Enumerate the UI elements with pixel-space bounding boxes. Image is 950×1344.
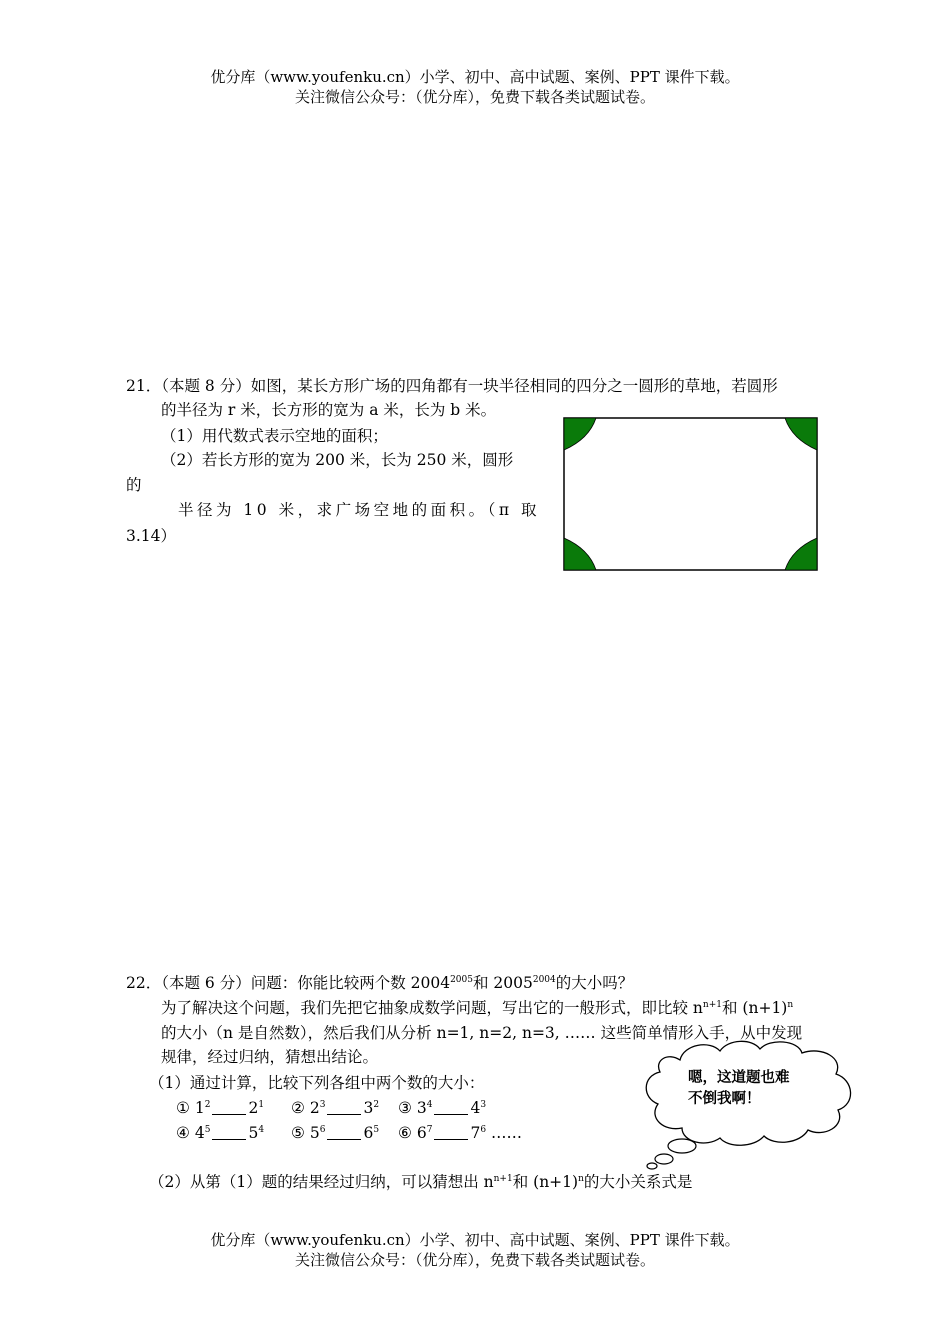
pair-base-a: 3 bbox=[416, 1099, 427, 1117]
square-lawn-figure bbox=[563, 417, 819, 572]
pair-base-a: 5 bbox=[309, 1124, 320, 1142]
q22-para-2: 的大小（n 是自然数），然后我们从分析 n=1, n=2, n=3, …… 这些简单情形入手，从中发现 bbox=[161, 1024, 803, 1042]
q22-sub2-exp-2: n bbox=[578, 1174, 584, 1184]
q22-intro-exp-1: 2005 bbox=[450, 975, 473, 985]
q22-sub2-c: 的大小关系式是 bbox=[583, 1173, 693, 1191]
pair-exp-b: 5 bbox=[373, 1125, 380, 1135]
q22-p1-a: 为了解决这个问题，我们先把它抽象成数学问题，写出它的一般形式，即比较 n bbox=[161, 999, 703, 1017]
q22-compare-row-2 bbox=[176, 1121, 522, 1145]
q22-sub2-a: （2）从第（1）题的结果经过归纳，可以猜想出 n bbox=[149, 1173, 494, 1191]
q21-part-2c: 半径为 10 米，求广场空地的面积。（π 取 bbox=[178, 501, 540, 519]
pair-exp-b: 1 bbox=[258, 1100, 265, 1110]
pair-base-b: 3 bbox=[363, 1099, 374, 1117]
pair-base-a: 6 bbox=[416, 1124, 427, 1142]
pair-exp-a: 7 bbox=[426, 1125, 433, 1135]
bubble-line-1: 嗯，这道题也难 bbox=[688, 1070, 790, 1086]
pair-4 bbox=[176, 1124, 264, 1142]
answer-blank[interactable] bbox=[212, 1125, 246, 1140]
q22-intro-c: 的大小吗？ bbox=[555, 974, 634, 992]
bubble-line-2: 不倒我啊！ bbox=[688, 1091, 761, 1107]
pair-exp-b: 2 bbox=[373, 1100, 380, 1110]
pair-3 bbox=[398, 1099, 486, 1117]
q22-intro-exp-2: 2004 bbox=[532, 975, 556, 985]
q21-line-2: 的半径为 r 米，长方形的宽为 a 米，长为 b 米。 bbox=[161, 401, 497, 419]
q22-p1-b: 和 (n+1) bbox=[722, 999, 788, 1017]
pair-base-b: 6 bbox=[363, 1124, 374, 1142]
pair-exp-b: 4 bbox=[258, 1125, 265, 1135]
pair-base-b: 2 bbox=[248, 1099, 259, 1117]
answer-blank[interactable] bbox=[327, 1100, 361, 1115]
pair-exp-a: 2 bbox=[204, 1100, 211, 1110]
pair-1 bbox=[176, 1099, 264, 1117]
answer-blank[interactable] bbox=[434, 1125, 468, 1140]
pair-5 bbox=[291, 1124, 379, 1142]
q22-sub2-b: 和 (n+1) bbox=[512, 1173, 579, 1191]
pair-exp-b: 6 bbox=[480, 1125, 487, 1135]
thought-bubble-text bbox=[688, 1068, 790, 1110]
q22-sub-1: （1）通过计算，比较下列各组中两个数的大小： bbox=[149, 1074, 485, 1092]
pair-base-b: 5 bbox=[248, 1124, 259, 1142]
q22-sub-2 bbox=[149, 1170, 692, 1194]
plaza-rectangle bbox=[564, 418, 817, 570]
answer-blank[interactable] bbox=[212, 1100, 246, 1115]
pair-base-a: 4 bbox=[194, 1124, 205, 1142]
q21-part-2d: 3.14） bbox=[126, 527, 177, 545]
pair-exp-b: 3 bbox=[480, 1100, 487, 1110]
pair-exp-a: 6 bbox=[319, 1125, 326, 1135]
pair-label: ③ bbox=[398, 1099, 412, 1117]
q22-intro-b: 和 2005 bbox=[472, 974, 533, 992]
q22-p1-exp: n+1 bbox=[702, 1000, 722, 1010]
pair-label: ② bbox=[291, 1099, 305, 1117]
q21-part-2b: 的 bbox=[126, 476, 142, 494]
bubble-dot-medium bbox=[655, 1154, 673, 1164]
pair-exp-a: 3 bbox=[319, 1100, 326, 1110]
q22-para-3: 规律，经过归纳，猜想出结论。 bbox=[161, 1048, 379, 1066]
pair-base-a: 2 bbox=[309, 1099, 320, 1117]
q21-part-2a: （2）若长方形的宽为 200 米，长为 250 米，圆形 bbox=[161, 451, 514, 469]
row-ellipsis: …… bbox=[491, 1124, 522, 1142]
q22-sub2-exp: n+1 bbox=[493, 1174, 513, 1184]
answer-blank[interactable] bbox=[434, 1100, 468, 1115]
pair-base-b: 4 bbox=[470, 1099, 481, 1117]
footer-line-2: 关注微信公众号：（优分库），免费下载各类试题试卷。 bbox=[294, 1251, 655, 1269]
pair-label: ⑥ bbox=[398, 1124, 412, 1142]
answer-blank[interactable] bbox=[327, 1125, 361, 1140]
q21-line-1 bbox=[126, 374, 778, 398]
q22-para-1 bbox=[161, 996, 793, 1020]
q21-number: 21． bbox=[126, 377, 162, 395]
bubble-dot-large bbox=[668, 1139, 696, 1153]
q22-compare-row-1 bbox=[176, 1096, 486, 1120]
pair-2 bbox=[291, 1099, 379, 1117]
q22-p1-exp-2: n bbox=[787, 1000, 794, 1010]
q21-part-1: （1）用代数式表示空地的面积； bbox=[161, 427, 388, 445]
footer-line-1: 优分库（www.youfenku.cn）小学、初中、高中试题、案例、PPT 课件下载。 bbox=[210, 1231, 740, 1249]
pair-base-a: 1 bbox=[194, 1099, 205, 1117]
page-header bbox=[0, 67, 950, 107]
pair-exp-a: 4 bbox=[426, 1100, 433, 1110]
page-footer bbox=[0, 1230, 950, 1270]
pair-6 bbox=[398, 1124, 486, 1142]
pair-label: ⑤ bbox=[291, 1124, 305, 1142]
pair-base-b: 7 bbox=[470, 1124, 481, 1142]
header-line-1: 优分库（www.youfenku.cn）小学、初中、高中试题、案例、PPT 课件下载。 bbox=[210, 68, 740, 86]
pair-exp-a: 5 bbox=[204, 1125, 211, 1135]
q21-intro: （本题 8 分）如图，某长方形广场的四角都有一块半径相同的四分之一圆形的草地，若圆形 bbox=[161, 377, 778, 395]
header-line-2: 关注微信公众号：（优分库），免费下载各类试题试卷。 bbox=[294, 88, 655, 106]
pair-label: ① bbox=[176, 1099, 190, 1117]
q22-line-1 bbox=[126, 971, 633, 995]
q22-intro-a: （本题 6 分）问题：你能比较两个数 2004 bbox=[161, 974, 451, 992]
bubble-dot-small bbox=[647, 1163, 657, 1169]
pair-label: ④ bbox=[176, 1124, 190, 1142]
q22-number: 22． bbox=[126, 974, 162, 992]
